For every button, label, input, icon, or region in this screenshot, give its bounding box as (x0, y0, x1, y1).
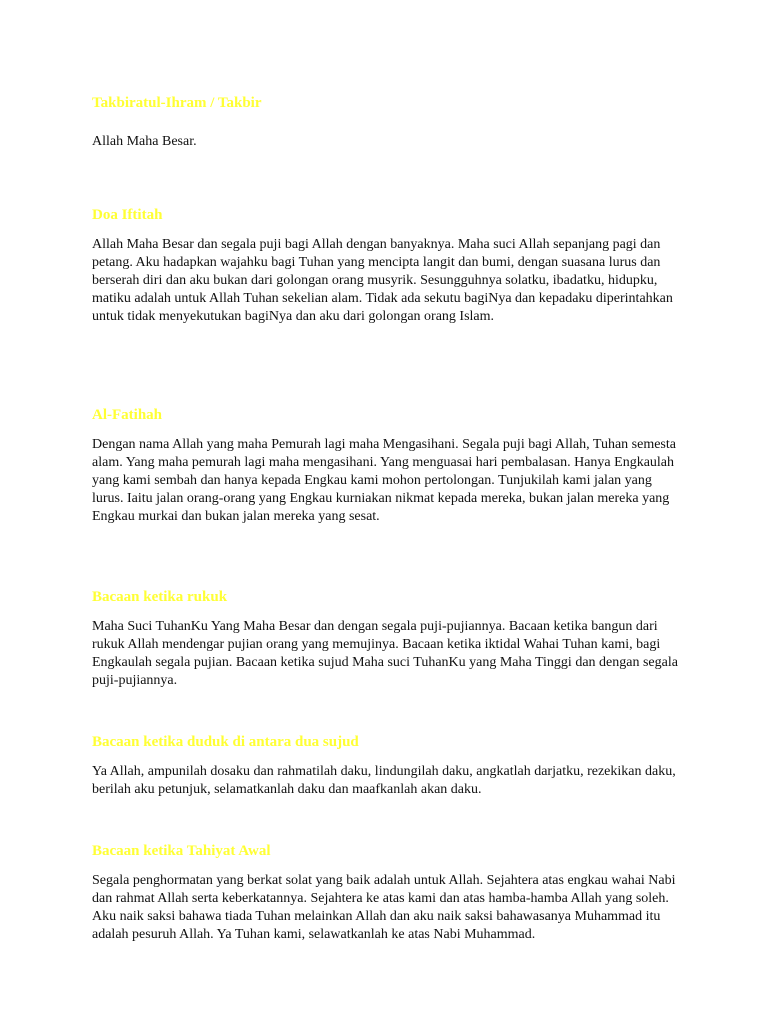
section-doa-iftitah (92, 206, 682, 326)
section-body: Ya Allah, ampunilah dosaku dan rahmatilah daku, lindungilah daku, angkatlah darjatku, rezekikan daku, berilah aku petunjuk, selamatkanlah daku dan maafkanlah akan daku. (92, 764, 676, 797)
section-heading: Bacaan ketika rukuk (92, 589, 228, 605)
section-body: Segala penghormatan yang berkat solat yang baik adalah untuk Allah. Sejahtera atas engkau wahai Nabi dan rahmat Allah serta keberkatannya. Sejahtera ke atas kami dan atas hamba-hamba Allah yang soleh. Aku naik saksi bahawa tiada Tuhan melainkan Allah dan aku naik saksi bahawasanya Muhammad itu adalah pesuruh Allah. Ya Tuhan kami, selawatkanlah ke atas Nabi Muhammad. (92, 873, 676, 942)
section-body: Dengan nama Allah yang maha Pemurah lagi maha Mengasihani. Segala puji bagi Allah, Tuhan semesta alam. Yang maha pemurah lagi maha mengasihani. Yang menguasai hari pembalasan. Hanya Engkaulah yang kami sembah dan hanya kepada Engkau kami mohon pertolongan. Tunjukilah kami jalan yang lurus. Iaitu jalan orang-orang yang Engkau kurniakan nikmat kepada mereka, bukan jalan mereka yang Engkau murkai dan bukan jalan mereka yang sesat. (92, 437, 676, 524)
section-heading: Bacaan ketika Tahiyat Awal (92, 843, 271, 859)
section-body: Maha Suci TuhanKu Yang Maha Besar dan dengan segala puji-pujiannya. Bacaan ketika bangun dari rukuk Allah mendengar pujian orang yang memujinya. Bacaan ketika iktidal Wahai Tuhan kami, bagi Engkaulah segala pujian. Bacaan ketika sujud Maha suci TuhanKu yang Maha Tinggi dan dengan segala puji-pujiannya. (92, 619, 678, 688)
section-body: Allah Maha Besar. (92, 134, 197, 149)
section-body: Allah Maha Besar dan segala puji bagi Allah dengan banyaknya. Maha suci Allah sepanjang pagi dan petang. Aku hadapkan wajahku bagi Tuhan yang mencipta langit dan bumi, dengan suasana lurus dan berserah diri dan aku bukan dari golongan orang musyrik. Sesungguhnya solatku, ibadatku, hidupku, matiku adalah untuk Allah Tuhan sekelian alam. Tidak ada sekutu bagiNya dan kepadaku diperintahkan untuk tidak menyekutukan bagiNya dan aku dari golongan orang Islam. (92, 237, 673, 324)
section-rukuk (92, 588, 682, 690)
section-tahiyat-awal (92, 842, 682, 944)
section-al-fatihah (92, 406, 682, 526)
section-heading: Bacaan ketika duduk di antara dua sujud (92, 734, 359, 750)
section-heading: Al-Fatihah (92, 407, 163, 423)
section-takbiratul-ihram (92, 94, 682, 151)
section-duduk-antara-dua-sujud (92, 733, 682, 799)
section-heading: Doa Iftitah (92, 207, 163, 223)
section-heading: Takbiratul-Ihram / Takbir (92, 95, 262, 111)
